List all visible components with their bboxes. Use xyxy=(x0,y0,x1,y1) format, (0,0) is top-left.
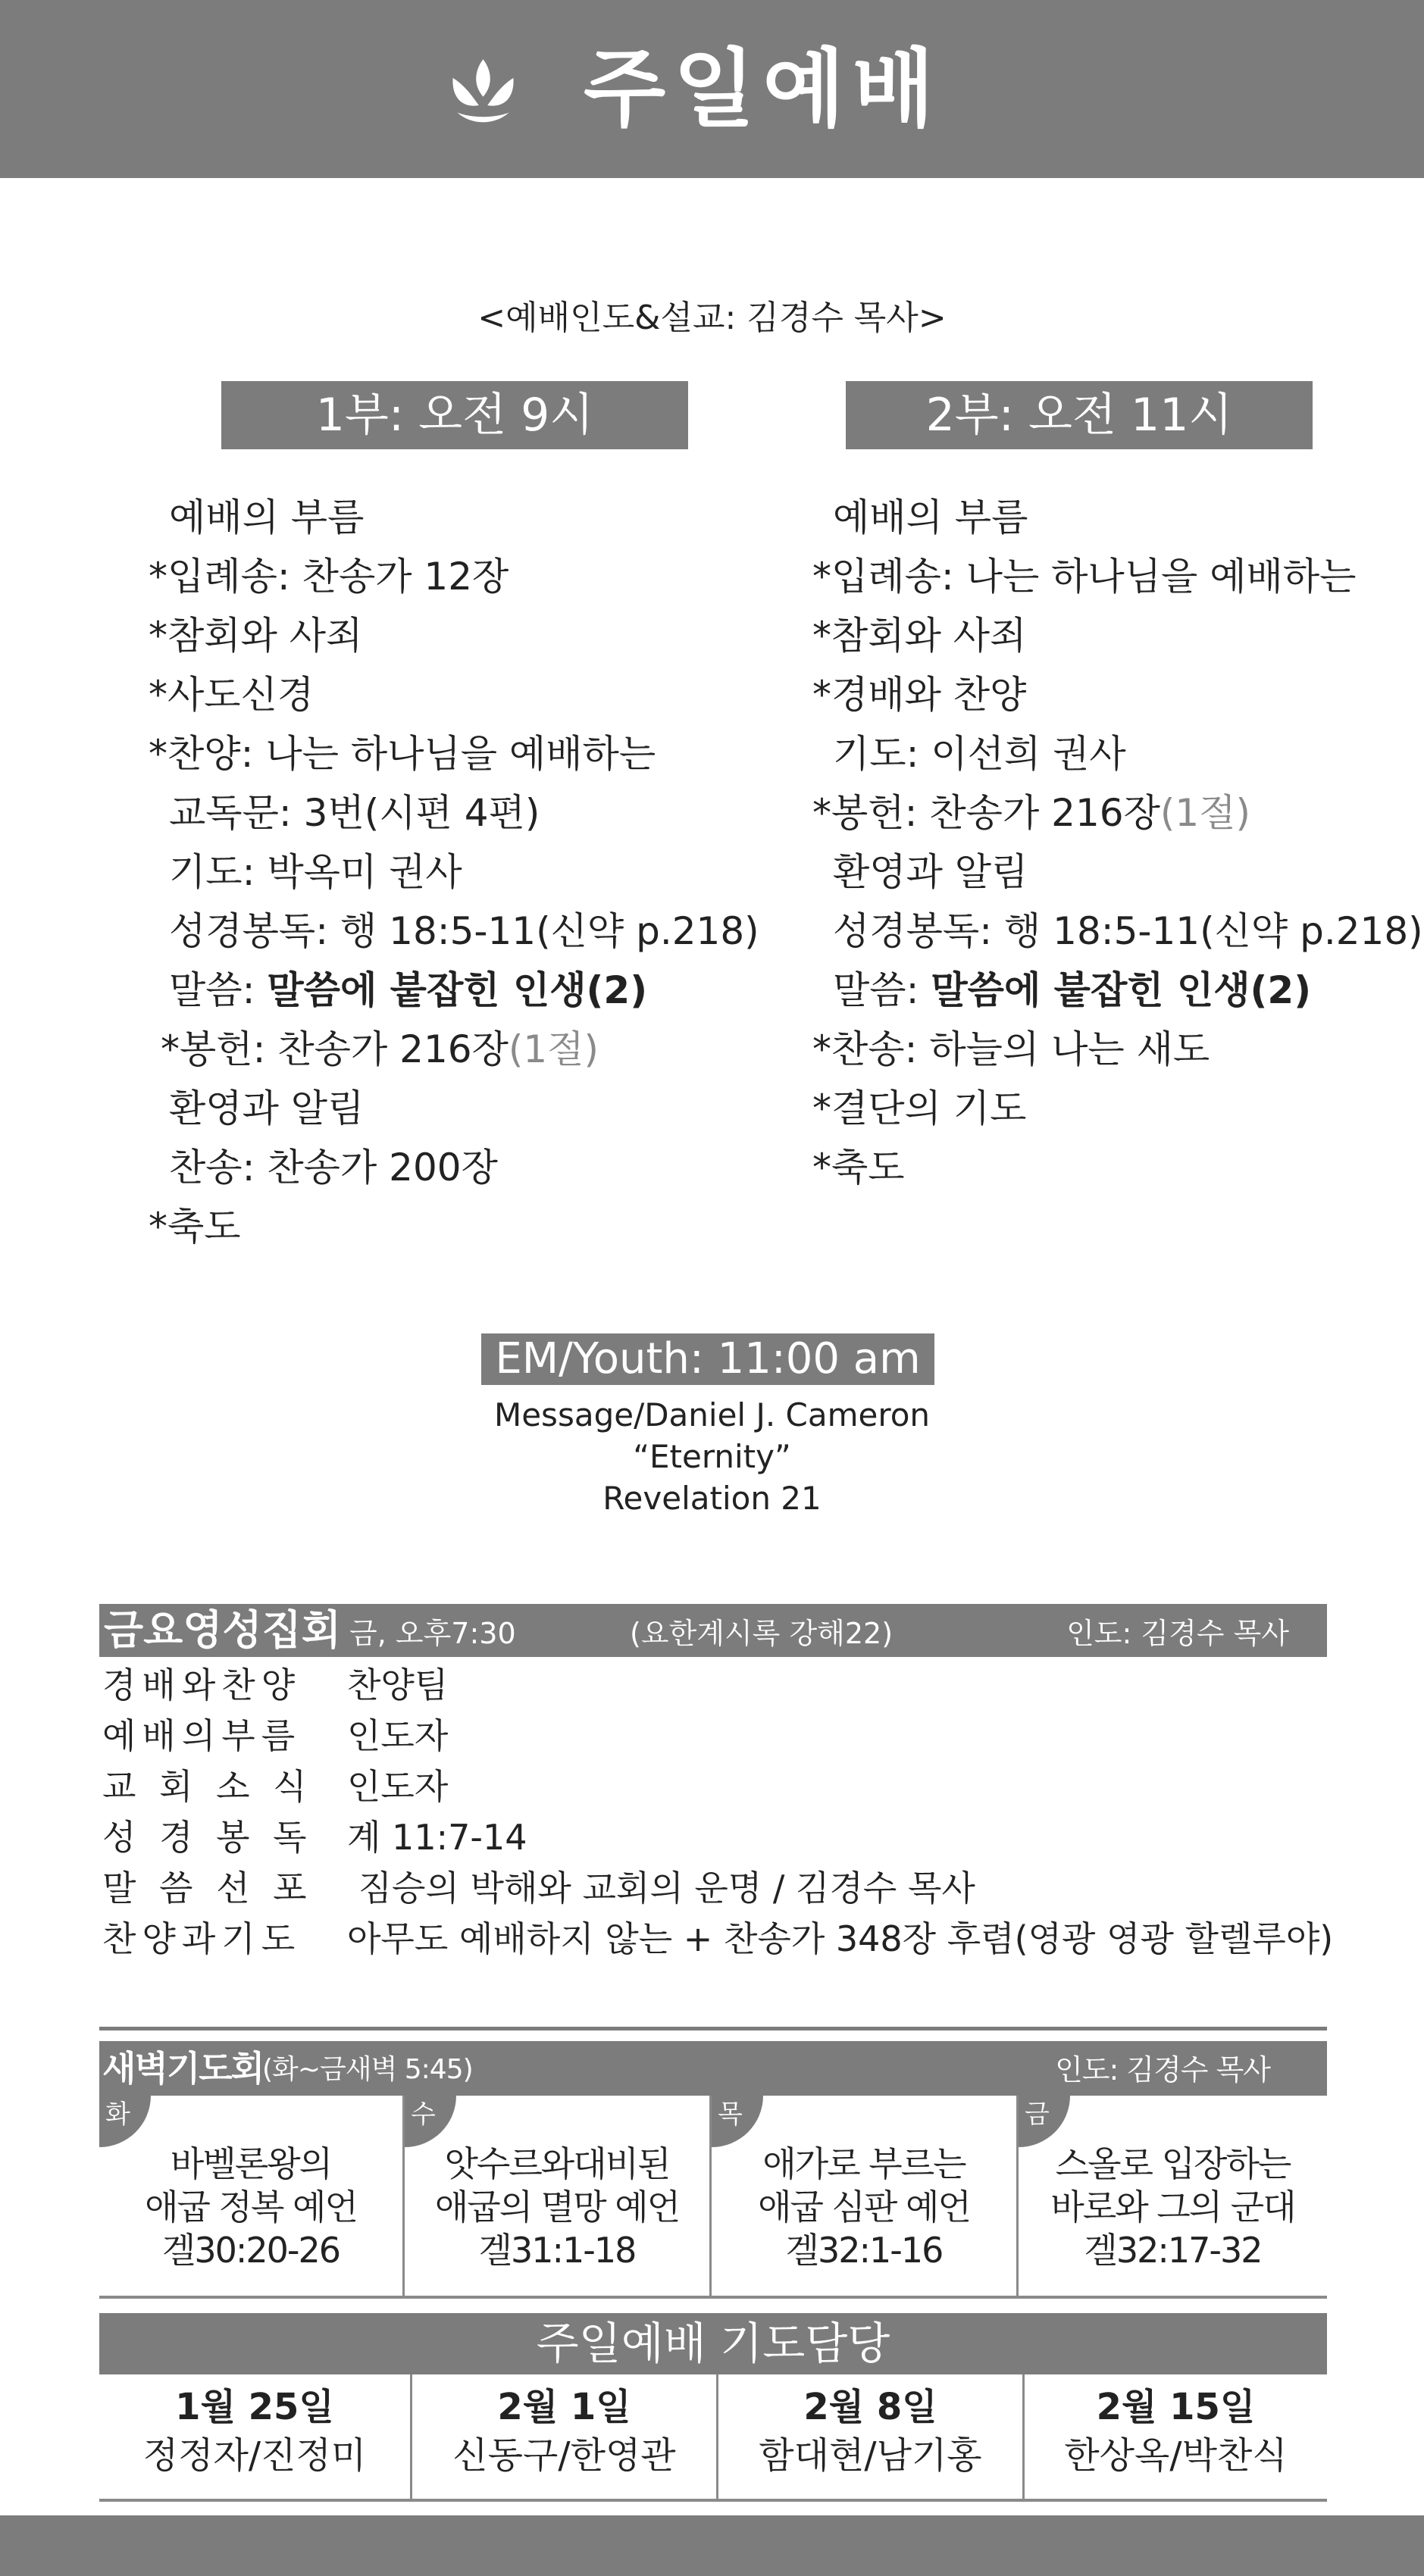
order-item: 교독문: 3번(시편 4편) xyxy=(169,791,540,835)
dawn-leader: 인도: 김경수 목사 xyxy=(1055,2053,1270,2087)
friday-item-label: 말 씀 선 포 xyxy=(102,1868,313,1909)
order-item: *찬양: 나는 하나님을 예배하는 xyxy=(149,732,656,776)
em-message: Message/Daniel J. Cameron xyxy=(493,1396,931,1433)
prayer-cell xyxy=(412,2374,718,2499)
em-sermon-title: “Eternity” xyxy=(633,1438,791,1475)
friday-item-value: 인도자 xyxy=(347,1766,449,1807)
em-youth-label: EM/Youth: 11:00 am xyxy=(481,1333,934,1385)
dawn-day-cell xyxy=(712,2096,1019,2296)
dawn-title: 새벽기도회 xyxy=(102,2048,264,2089)
order-item: 예배의 부름 xyxy=(169,496,365,539)
friday-time: 금, 오후7:30 xyxy=(349,1617,516,1650)
order-item: 환영과 알림 xyxy=(169,1086,365,1130)
dawn-schedule xyxy=(99,2096,1327,2299)
friday-item xyxy=(102,1660,1333,1711)
friday-item-label: 찬양과기도 xyxy=(102,1918,302,1959)
sermon-title: 말씀에 붙잡힌 인생(2) xyxy=(267,968,648,1012)
dawn-header-bar xyxy=(99,2041,1327,2096)
friday-leader: 인도: 김경수 목사 xyxy=(1066,1617,1289,1650)
order-item-sermon xyxy=(812,961,1423,1020)
em-scripture: Revelation 21 xyxy=(602,1480,822,1517)
prayer-header-bar: 주일예배 기도담당 xyxy=(99,2313,1327,2374)
friday-item-label: 교 회 소 식 xyxy=(102,1766,313,1807)
order-item: 성경봉독: 행 18:5-11(신약 p.218) xyxy=(169,909,759,953)
dawn-topic-line2: 애굽 정복 예언 xyxy=(145,2187,357,2227)
section-divider xyxy=(99,2027,1327,2030)
day-tab: 목 xyxy=(712,2096,763,2147)
order-item-offering xyxy=(812,783,1423,843)
part2-label: 2부: 오전 11시 xyxy=(846,381,1313,449)
friday-item xyxy=(102,1762,1333,1812)
prayer-date: 2월 1일 xyxy=(497,2386,631,2428)
dawn-topic-line1: 바벨론왕의 xyxy=(170,2143,332,2184)
friday-item xyxy=(102,1711,1333,1762)
friday-item-value: 짐승의 박해와 교회의 운명 / 김경수 목사 xyxy=(347,1868,975,1909)
order-item: *경배와 찬양 xyxy=(812,673,1027,717)
order-item: *참회와 사죄 xyxy=(812,614,1027,658)
order-item: 성경봉독: 행 18:5-11(신약 p.218) xyxy=(833,909,1423,953)
offering-label: *봉헌: 찬송가 216장 xyxy=(812,791,1160,835)
prayer-names: 정정자/진정미 xyxy=(142,2434,367,2477)
dawn-scripture: 겔32:1-16 xyxy=(785,2230,943,2271)
friday-item-value: 인도자 xyxy=(347,1715,449,1756)
header-bar xyxy=(0,0,1424,178)
prayer-names: 신동구/한영관 xyxy=(452,2434,676,2477)
sermon-title: 말씀에 붙잡힌 인생(2) xyxy=(931,968,1312,1012)
dawn-time: (화~금새벽 5:45) xyxy=(262,2054,473,2085)
friday-item xyxy=(102,1812,1333,1863)
lotus-icon xyxy=(447,53,519,129)
friday-item-value: 아무도 예배하지 않는 + 찬송가 348장 후렴(영광 영광 할렐루야) xyxy=(347,1918,1334,1959)
prayer-schedule xyxy=(99,2374,1327,2502)
dawn-topic-line2: 애굽의 멸망 예언 xyxy=(434,2187,680,2227)
friday-item-value: 찬양팀 xyxy=(347,1665,449,1705)
order-item: 예배의 부름 xyxy=(833,496,1028,539)
dawn-day-cell xyxy=(1019,2096,1327,2296)
order-item: *찬송: 하늘의 나는 새도 xyxy=(812,1027,1210,1071)
dawn-day-cell xyxy=(99,2096,405,2296)
order-item: 환영과 알림 xyxy=(833,850,1028,894)
friday-series: (요한계시록 강해22) xyxy=(630,1617,894,1650)
order-item: *입례송: 찬송가 12장 xyxy=(149,555,509,599)
sermon-label: 말씀: xyxy=(169,968,268,1012)
order-item-offering xyxy=(149,1020,759,1079)
day-tab: 수 xyxy=(405,2096,456,2147)
order-item: *축도 xyxy=(149,1205,241,1249)
day-tab: 화 xyxy=(99,2096,151,2147)
prayer-date: 2월 8일 xyxy=(803,2386,937,2428)
order-item: 찬송: 찬송가 200장 xyxy=(169,1146,498,1190)
order-item: *결단의 기도 xyxy=(812,1086,1027,1130)
prayer-cell xyxy=(99,2374,412,2499)
friday-item-label: 예배의부름 xyxy=(102,1715,302,1756)
friday-title: 금요영성집회 xyxy=(104,1606,341,1654)
order-item: *참회와 사죄 xyxy=(149,614,363,658)
prayer-cell xyxy=(718,2374,1025,2499)
service-leader: <예배인도&설교: 김경수 목사> xyxy=(477,299,947,337)
prayer-cell xyxy=(1025,2374,1327,2499)
dawn-scripture: 겔32:17-32 xyxy=(1084,2230,1262,2271)
dawn-topic-line1: 애가로 부르는 xyxy=(762,2143,966,2184)
dawn-scripture: 겔30:20-26 xyxy=(161,2230,340,2271)
dawn-topic-line1: 스올로 입장하는 xyxy=(1055,2143,1291,2184)
day-tab: 금 xyxy=(1019,2096,1070,2147)
prayer-date: 1월 25일 xyxy=(175,2386,334,2428)
offering-verse: (1절) xyxy=(508,1027,599,1071)
dawn-topic-line2: 바로와 그의 군대 xyxy=(1050,2187,1295,2227)
dawn-day-text xyxy=(1019,2143,1327,2272)
part1-label: 1부: 오전 9시 xyxy=(221,381,688,449)
friday-order xyxy=(102,1660,1333,1965)
prayer-names: 한상옥/박찬식 xyxy=(1064,2434,1288,2477)
friday-header-bar xyxy=(99,1604,1327,1657)
offering-verse: (1절) xyxy=(1160,791,1251,835)
sermon-label: 말씀: xyxy=(833,968,931,1012)
friday-item xyxy=(102,1863,1333,1914)
part1-order xyxy=(149,488,759,1256)
dawn-day-text xyxy=(99,2143,402,2272)
order-item: *축도 xyxy=(812,1146,905,1190)
prayer-date: 2월 15일 xyxy=(1096,2386,1256,2428)
dawn-topic-line2: 애굽 심판 예언 xyxy=(758,2187,970,2227)
order-item: *사도신경 xyxy=(149,673,315,717)
friday-item-value: 계 11:7-14 xyxy=(347,1817,527,1858)
page-title: 주일예배 xyxy=(584,40,942,139)
order-item: *입례송: 나는 하나님을 예배하는 xyxy=(812,555,1357,599)
order-item-sermon xyxy=(149,961,759,1020)
friday-item xyxy=(102,1914,1333,1965)
footer-bar xyxy=(0,2515,1424,2576)
offering-label: *봉헌: 찬송가 216장 xyxy=(161,1027,509,1071)
order-item: 기도: 이선희 권사 xyxy=(833,732,1126,776)
friday-item-label: 성 경 봉 독 xyxy=(102,1817,313,1858)
dawn-day-cell xyxy=(405,2096,712,2296)
part2-order xyxy=(812,488,1423,1197)
friday-item-label: 경배와찬양 xyxy=(102,1665,302,1705)
dawn-day-text xyxy=(712,2143,1016,2272)
order-item: 기도: 박옥미 권사 xyxy=(169,850,462,894)
prayer-names: 함대현/남기홍 xyxy=(759,2434,982,2477)
dawn-topic-line1: 앗수르와대비된 xyxy=(444,2143,670,2184)
dawn-day-text xyxy=(405,2143,709,2272)
dawn-scripture: 겔31:1-18 xyxy=(478,2230,636,2271)
em-youth-info xyxy=(0,1394,1424,1519)
